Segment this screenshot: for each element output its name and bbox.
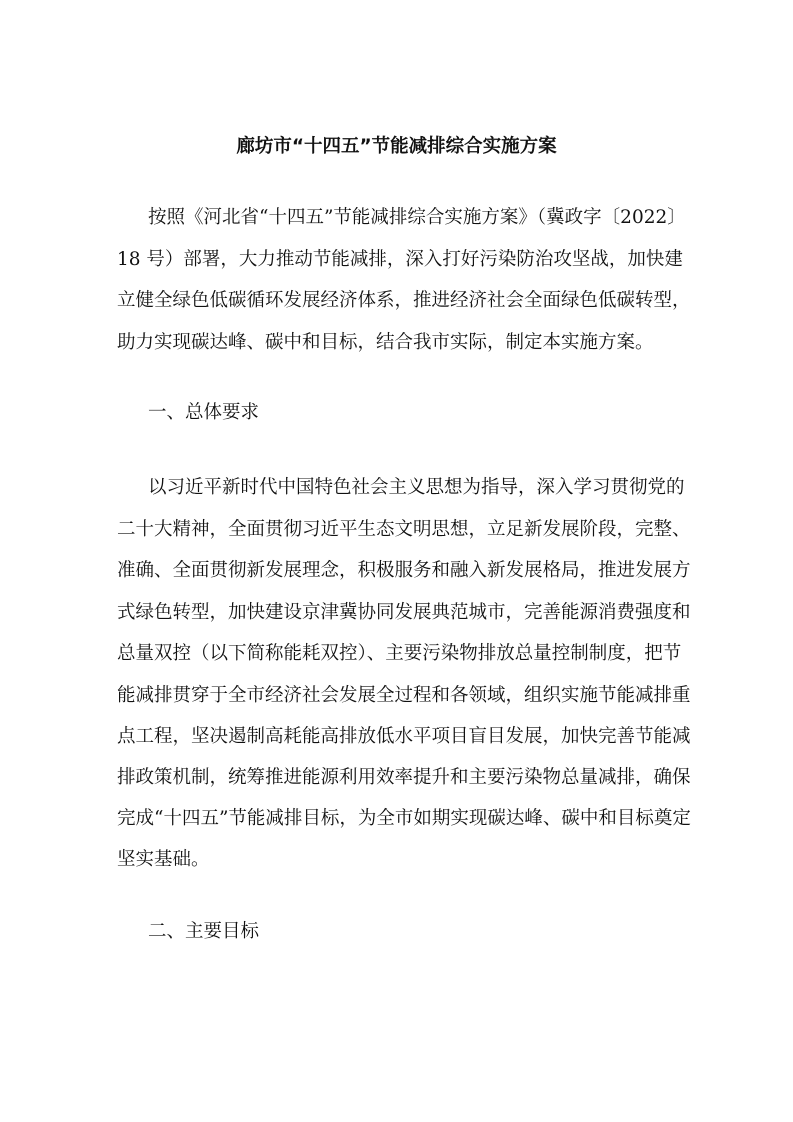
paragraph-line: 按照《河北省“十四五”节能减排综合实施方案》（冀政字〔2022〕 (148, 207, 686, 228)
paragraph-line: 助力实现碳达峰、碳中和目标，结合我市实际，制定本实施方案。 (117, 332, 654, 353)
paragraph-line: 18 号）部署，大力推动节能减排，深入打好污染防治攻坚战，加快建 (117, 249, 683, 270)
document-title: 廊坊市“十四五”节能减排综合实施方案 (236, 136, 557, 157)
paragraph-line: 准确、全面贯彻新发展理念，积极服务和融入新发展格局，推进发展方 (117, 560, 691, 581)
paragraph-line: 坚实基础。 (117, 849, 210, 870)
section-heading-1: 一、总体要求 (148, 402, 260, 423)
section-heading-2: 二、主要目标 (148, 921, 260, 942)
paragraph-line: 能减排贯穿于全市经济社会发展全过程和各领域，组织实施节能减排重 (117, 685, 691, 706)
paragraph-line: 以习近平新时代中国特色社会主义思想为指导，深入学习贯彻党的 (148, 477, 685, 498)
paragraph-line: 完成“十四五”节能减排目标，为全市如期实现碳达峰、碳中和目标奠定 (117, 808, 691, 829)
paragraph-line: 排政策机制，统筹推进能源利用效率提升和主要污染物总量减排，确保 (117, 767, 691, 788)
paragraph-line: 点工程，坚决遏制高耗能高排放低水平项目盲目发展，加快完善节能减 (117, 726, 691, 747)
paragraph-line: 式绿色转型，加快建设京津冀协同发展典范城市，完善能源消费强度和 (117, 602, 691, 623)
paragraph-line: 总量双控（以下简称能耗双控）、主要污染物排放总量控制制度，把节 (117, 643, 682, 664)
paragraph-line: 立健全绿色低碳循环发展经济体系，推进经济社会全面绿色低碳转型， (117, 290, 691, 311)
paragraph-line: 二十大精神，全面贯彻习近平生态文明思想，立足新发展阶段，完整、 (117, 519, 691, 540)
